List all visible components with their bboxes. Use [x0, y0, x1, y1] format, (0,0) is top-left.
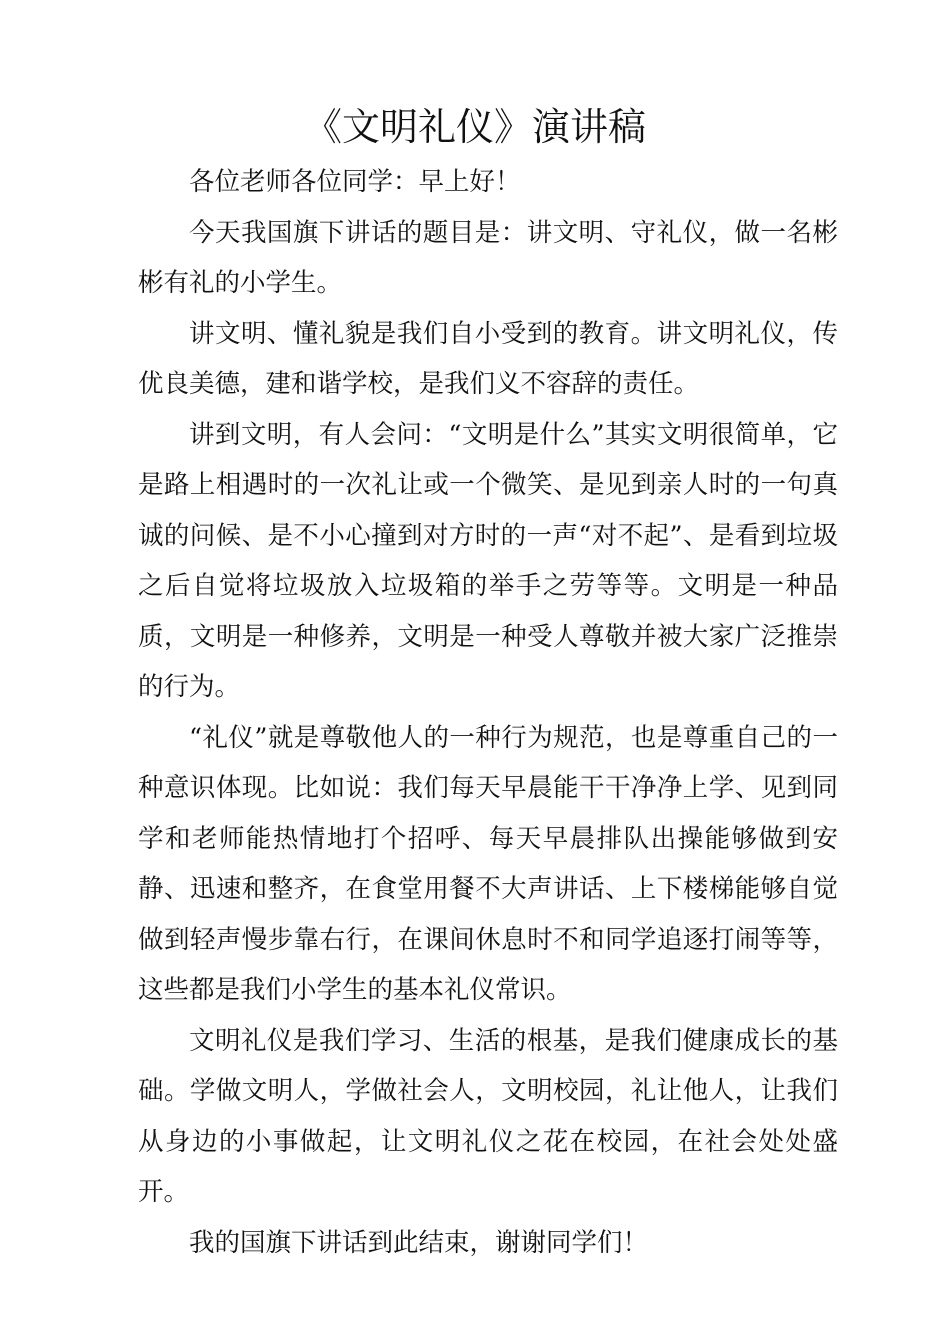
paragraph-etiquette: “礼仪”就是尊敬他人的一种行为规范，也是尊重自己的一种意识体现。比如说：我们每天早晨能干干净净上学、见到同学和老师能热情地打个招呼、每天早晨排队出操能够做到安静、迅速和整齐，在食堂用餐不大声讲话、上下楼梯能够自觉做到轻声慢步靠右行，在课间休息时不和同学追逐打闹等等，这些都是我们小学生的基本礼仪常识。 — [138, 722, 838, 1005]
paragraph-foundation: 文明礼仪是我们学习、生活的根基，是我们健康成长的基础。学做文明人，学做社会人，文明校园，礼让他人，让我们从身边的小事做起，让文明礼仪之花在校园，在社会处处盛开。 — [138, 1025, 838, 1207]
paragraph-topic: 今天我国旗下讲话的题目是：讲文明、守礼仪，做一名彬彬有礼的小学生。 — [138, 217, 838, 298]
paragraph-education: 讲文明、懂礼貌是我们自小受到的教育。讲文明礼仪，传优良美德，建和谐学校，是我们义不容辞的责任。 — [138, 318, 838, 399]
document-title: 《文明礼仪》演讲稿 — [303, 105, 646, 149]
paragraph-closing: 我的国旗下讲话到此结束，谢谢同学们！ — [189, 1227, 649, 1258]
document-body — [138, 157, 838, 1268]
paragraph-greeting: 各位老师各位同学：早上好！ — [189, 167, 521, 197]
paragraph-civility: 讲到文明，有人会问：“文明是什么”其实文明很简单，它是路上相遇时的一次礼让或一个微笑、是见到亲人时的一句真诚的问候、是不小心撞到对方时的一声“对不起”、是看到垃圾之后自觉将垃圾放入垃圾箱的举手之劳等等。文明是一种品质，文明是一种修养，文明是一种受人尊敬并被大家广泛推崇的行为。 — [138, 419, 838, 702]
